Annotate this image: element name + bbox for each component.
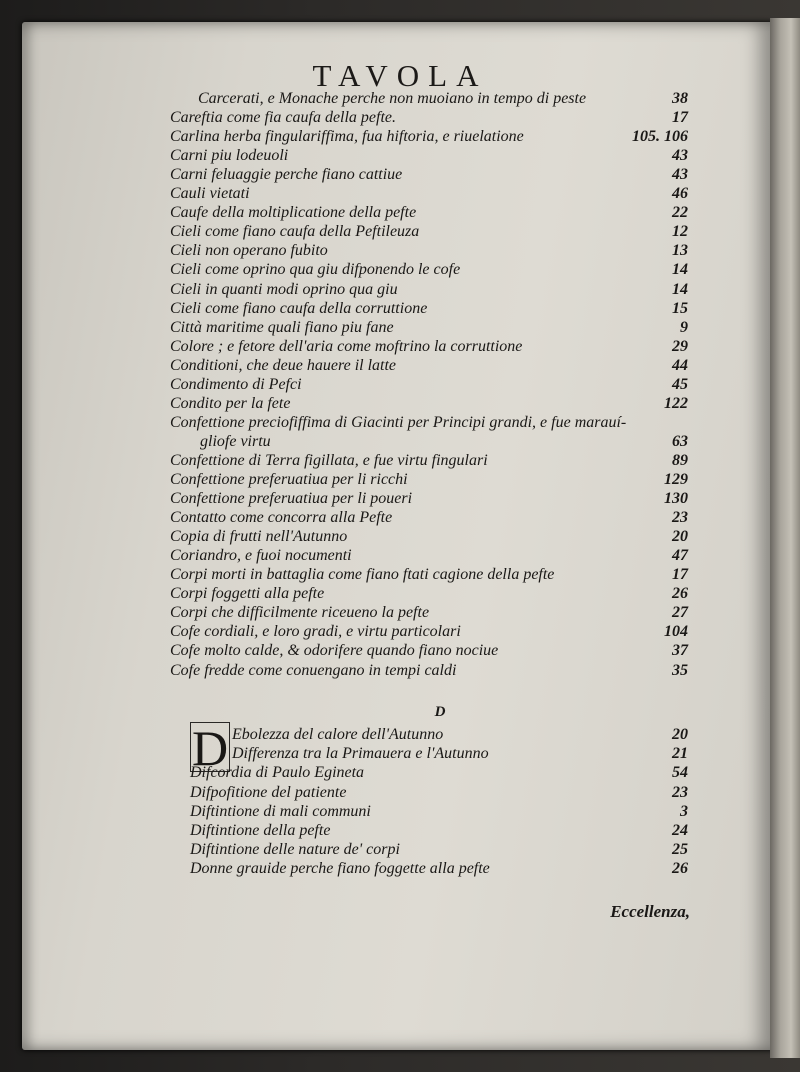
index-entry [0, 376, 688, 396]
drop-cap: D [191, 720, 229, 776]
entry-text: Copia di frutti nell'Autunno [170, 528, 348, 546]
entry-text: Cofe molto calde, & odorifere quando fiano nociue [170, 642, 499, 660]
index-entry [0, 414, 688, 434]
index-entry [0, 300, 688, 320]
index-entry [0, 242, 688, 262]
entry-page-number: 23 [672, 509, 688, 527]
entry-page-number: 43 [672, 147, 688, 165]
entry-text: Carni piu lodeuoli [170, 147, 289, 165]
entry-text: Confettione preferuatiua per li poueri [170, 490, 413, 508]
entry-text: Corpi che difficilmente riceueno la pefte [170, 604, 430, 622]
entry-text: Cieli non operano fubito [170, 242, 328, 260]
entry-page-number: 14 [672, 261, 688, 279]
entry-text: gliofe virtu [200, 432, 271, 450]
entry-page-number: 54 [672, 764, 688, 782]
entry-text: Ebolezza del calore dell'Autunno [232, 726, 444, 743]
index-entry [0, 452, 688, 472]
entry-text: Carcerati, e Monache perche non muoiano in tempo di peste [198, 90, 587, 107]
entry-text: Diftintione delle nature de' corpi [190, 841, 400, 859]
entry-text: Differenza tra la Primauera e l'Autunno [232, 745, 489, 763]
entry-page-number: 20 [672, 528, 688, 546]
entry-text: Città maritime quali fiano piu fane [170, 318, 394, 336]
entry-page-number: 13 [672, 242, 688, 260]
entry-page-number: 17 [672, 109, 688, 127]
entry-text: Cofe fredde come conuengano in tempi caldi [170, 661, 457, 679]
entry-page-number: 14 [672, 280, 688, 298]
entry-text: Cauli vietati [170, 185, 250, 203]
entry-page-number: 22 [672, 204, 688, 222]
entry-text: Cieli in quanti modi oprino qua giu [170, 280, 398, 298]
index-entry [0, 784, 688, 804]
entry-text: Difcordia di Paulo Egineta [190, 764, 365, 782]
facing-page-edge [770, 18, 800, 1058]
index-entry [0, 281, 688, 301]
index-entry [0, 585, 688, 605]
index-entry [0, 490, 688, 510]
entry-page-number: 129 [664, 471, 688, 488]
index-entry [0, 642, 688, 662]
entry-text: Confettione preciofiffima di Giacinti per Principi grandi, e fue marauí- [170, 413, 627, 431]
index-entry [0, 338, 688, 358]
entry-page-number: 45 [672, 375, 688, 393]
entry-page-number: 35 [672, 661, 688, 679]
entry-page-number: 23 [672, 783, 688, 801]
entry-page-number: 12 [672, 223, 688, 241]
index-entry [0, 547, 688, 567]
index-entry [0, 166, 688, 186]
entry-text: Caufe della moltiplicatione della pefte [170, 204, 417, 222]
section-letter: D [434, 704, 446, 720]
entry-page-number: 38 [672, 90, 688, 107]
index-entry [0, 395, 688, 415]
index-entry [0, 357, 688, 377]
index-entry [0, 109, 688, 129]
entry-text: Confettione preferuatiua per li ricchi [170, 471, 408, 488]
entry-text: Cieli come fiano caufa della corruttione [170, 299, 428, 317]
entry-page-number: 20 [672, 726, 688, 743]
index-entry [0, 860, 688, 880]
index-entry [0, 623, 688, 643]
index-entry [0, 223, 688, 243]
entry-text: Cieli come oprino qua giu difponendo le cofe [170, 261, 461, 279]
entry-page-number: 63 [672, 432, 688, 450]
entry-text: Confettione di Terra figillata, e fue virtu fingulari [170, 451, 488, 469]
entry-text: Diftintione della pefte [190, 822, 331, 839]
index-entry [0, 803, 688, 823]
entry-page-number: 21 [672, 745, 688, 763]
entry-page-number: 130 [664, 490, 688, 508]
entry-page-number: 47 [672, 547, 688, 565]
index-entry [0, 662, 688, 682]
entry-page-number: 43 [672, 166, 688, 184]
index-entry [0, 509, 688, 529]
entry-text: Colore ; e fetore dell'aria come moftrino la corruttione [170, 337, 523, 355]
entry-text: Cieli come fiano caufa della Peftileuza [170, 223, 420, 241]
entry-text: Coriandro, e fuoi nocumenti [170, 547, 352, 565]
catchword: Eccellenza, [610, 902, 690, 921]
entry-page-number: 25 [672, 841, 688, 859]
entry-text: Difpofitione del patiente [190, 783, 347, 801]
entry-page-number: 37 [672, 642, 688, 660]
running-head: TAVOLA [312, 58, 488, 93]
index-entry [0, 147, 688, 167]
index-entry [0, 764, 688, 784]
entry-page-number: 17 [672, 566, 688, 584]
entry-page-number: 122 [664, 394, 688, 412]
entry-text: Cofe cordiali, e loro gradi, e virtu particolari [170, 623, 461, 641]
index-entry [0, 841, 688, 861]
entry-page-number: 9 [680, 318, 688, 336]
entry-page-number: 3 [680, 802, 688, 820]
index-entry [0, 604, 688, 624]
entry-page-number: 44 [672, 356, 688, 374]
index-entry [0, 319, 688, 339]
index-entry [0, 528, 688, 548]
index-entry [0, 566, 688, 586]
entry-text: Careftia come fia caufa della pefte. [170, 109, 397, 127]
index-entry [0, 433, 688, 453]
entry-page-number: 89 [672, 451, 688, 469]
index-entry [0, 471, 688, 491]
entry-text: Carlina herba fingulariffima, fua hiftoria, e riuelatione [170, 128, 524, 146]
entry-text: Corpi morti in battaglia come fiano ftati cagione della pefte [170, 566, 555, 584]
entry-text: Carni feluaggie perche fiano cattiue [170, 166, 403, 184]
entry-text: Diftintione di mali communi [190, 802, 371, 820]
entry-page-number: 29 [672, 337, 688, 355]
index-entry [0, 261, 688, 281]
entry-page-number: 105. 106 [632, 128, 688, 146]
entry-page-number: 24 [672, 822, 688, 839]
index-entry [0, 90, 688, 110]
index-entry [0, 185, 688, 205]
entry-text: Condimento di Pefci [170, 375, 302, 393]
entry-page-number: 26 [672, 860, 688, 878]
index-entry [0, 128, 688, 148]
entry-text: Condito per la fete [170, 394, 291, 412]
entry-page-number: 104 [664, 623, 688, 641]
entry-text: Conditioni, che deue hauere il latte [170, 356, 397, 374]
entry-page-number: 26 [672, 585, 688, 603]
index-entry [0, 745, 688, 765]
index-entry [0, 726, 688, 746]
entry-page-number: 27 [672, 604, 688, 622]
entry-text: Donne grauide perche fiano foggette alla pefte [190, 860, 490, 878]
entry-page-number: 15 [672, 299, 688, 317]
index-entry [0, 204, 688, 224]
entry-page-number: 46 [672, 185, 688, 203]
entry-text: Corpi foggetti alla pefte [170, 585, 325, 603]
entry-text: Contatto come concorra alla Pefte [170, 509, 393, 527]
index-entry [0, 822, 688, 842]
